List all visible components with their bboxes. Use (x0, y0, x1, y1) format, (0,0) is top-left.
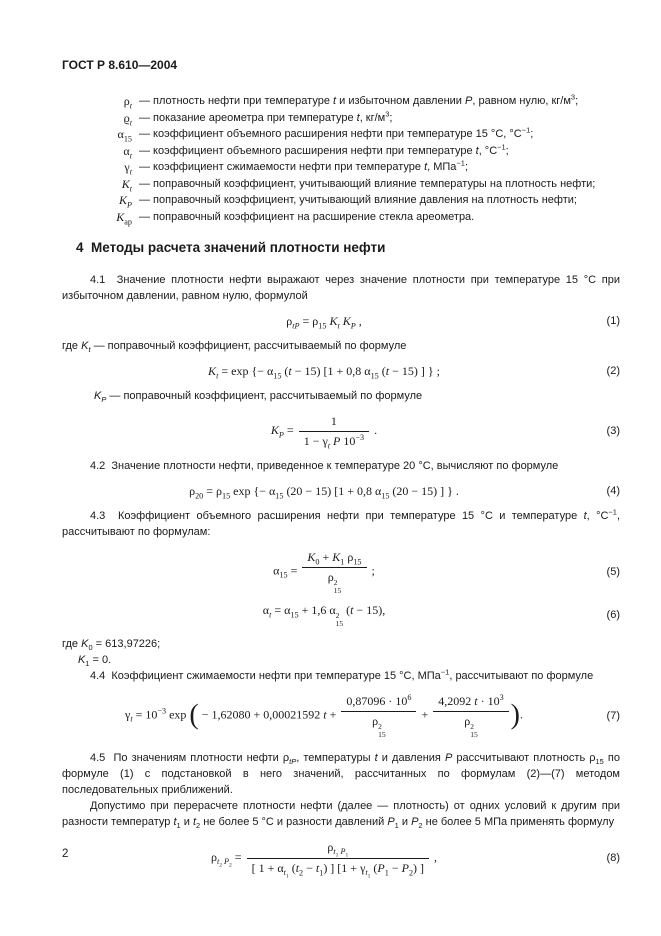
definition-item (76, 176, 620, 193)
definition-item (76, 159, 620, 176)
definition-symbol: $\alpha_t$ (123, 143, 132, 160)
definition-text: — плотность нефти при температуре t и избыточном давлении P, равном нулю, $кг/м^3$; (139, 92, 579, 107)
equation-row-1 (62, 313, 620, 329)
paragraph-4-2: 4.2 Значение плотности нефти, приведенное к температуре 20 °С, вычисляют по формуле (90, 460, 559, 472)
definition-text: — коэффициент объемного расширения нефти при температуре 15 °С, $^\circ С^{-1}$; (139, 125, 534, 140)
definition-symbol: $K_{ар}$ (116, 209, 132, 226)
equation-number-6: (6) (606, 609, 620, 621)
definition-text: — поправочный коэффициент на расширение стекла ареометра. (139, 210, 475, 223)
equation-row-8 (62, 839, 620, 881)
section-heading: 4 Методы расчета значений плотности нефти (76, 240, 386, 255)
definition-symbol: $ϱ_t$ (123, 110, 132, 127)
equation-2: $K_t = \exp$ {− $\alpha_{15}$ (t − 15) [1 + 0,8 $\alpha_{15}$ (t − 15) ] } ; (208, 363, 440, 380)
definition-item (76, 110, 620, 127)
definition-symbol: $K_t$ (121, 176, 132, 193)
equation-row-7 (62, 693, 620, 738)
paragraph-4-3: 4.3 Коэффициент объемного расширения нефти при температуре 15 °С и температуре t, $^\circ С^{-1}$, рассчитывают по формулам: (62, 507, 620, 538)
doc-header-title: ГОСТ Р 8.610—2004 (62, 58, 178, 72)
definition-item (76, 143, 620, 160)
equation-5: $\alpha_{15}$ = $K_0 + K_1$ $\rho_{15}$ ρ 2 15 ; (273, 550, 375, 595)
equation-8: $\rho_{t_2 P_2}$ = $\frac{\rho_{t_1 P_1}}{[ 1 + \alpha_{t_1} (t_2 - t_1) ] [1 + \gamma_{t_1} (P_1 - P_2) ]}$ , (210, 840, 438, 881)
equation-row-2 (62, 363, 620, 379)
equation-number-2: (2) (606, 365, 620, 377)
equation-3: $K_P$ = $\frac{1}{1 - \gamma_t P 10^{-3}}$ . (270, 414, 378, 451)
paragraph-4-4: 4.4 Коэффициент сжимаемости нефти при температуре 15 °С, МПа$^{-1}$, рассчитывают по формуле (90, 667, 594, 682)
paragraph-4-5: 4.5 По значениям плотности нефти $\rho_{tP}$, температуры t и давления P рассчитывают плотность $\rho_{15}$ по формуле (1) с подстановкой в него значений, рассчитанных по формулам (2)—(7) методом последовательных приближений. (62, 752, 620, 796)
equation-number-1: (1) (606, 315, 620, 327)
definitions-list (76, 93, 620, 225)
definition-text: — поправочный коэффициент, учитывающий влияние температуры на плотность нефти; (139, 177, 596, 190)
equation-row-4 (62, 483, 620, 499)
paragraph-4-1: 4.1 Значение плотности нефти выражают через значение плотности при температуре 15 °С при избыточном давлении, равном нулю, формулой (62, 274, 620, 302)
equation-row-6 (62, 603, 620, 627)
paragraph-where-kt: где $K_t$ — поправочный коэффициент, рассчитываемый по формуле (62, 340, 407, 355)
equation-number-3: (3) (606, 425, 620, 437)
paragraph-4-5-cont: Допустимо при перерасчете плотности нефти (далее — плотность) от одних условий к другим при разности температур $t_1$ и $t_2$ не более 5 °С и разности давлений $P_1$ и $P_2$ не более 5 МПа применять формулу (62, 800, 620, 831)
paragraph-where-kp: $K_P$ — поправочный коэффициент, рассчитываемый по формуле (94, 390, 423, 405)
equation-row-3 (62, 413, 620, 449)
paragraph-where-k0: где $K_0 = 613,97226$; (62, 638, 161, 653)
definition-text: — показание ареометра при температуре t, $кг/м^3$; (139, 108, 393, 124)
definition-text: — коэффициент сжимаемости нефти при температуре t, МПа$^{-1}$; (139, 158, 469, 173)
definition-symbol: $\rho_t$ (123, 94, 132, 111)
equation-6: $\alpha_t = \alpha_{15} + 1,6$ α 2 15 (t − 15), (262, 603, 386, 628)
definition-symbol: $\alpha_{15}$ (117, 127, 132, 144)
definition-symbol: $\gamma_t$ (124, 160, 132, 177)
equation-number-4: (4) (606, 485, 620, 497)
equation-number-8: (8) (606, 852, 620, 865)
page-number: 2 (62, 848, 69, 860)
definition-item (76, 192, 620, 209)
equation-7: $\gamma_t = 10^{-3}$ exp ( − 1,62080 + 0,00021592 t + $0,87096 \cdot 10^6$ ρ 2 15 + 4,2092 $t \cdot 10^3$ ρ 2 15 ). (125, 693, 523, 739)
definition-item (76, 126, 620, 143)
equation-4: $\rho_{20} = \rho_{15}$ exp {− $\alpha_{15}$ (20 − 15) [1 + 0,8 $\alpha_{15}$ (20 − 15) ] } . (189, 483, 459, 500)
definition-item (76, 209, 620, 226)
definition-text: — поправочный коэффициент, учитывающий влияние давления на плотность нефти; (139, 194, 577, 206)
equation-number-7: (7) (606, 709, 620, 722)
equation-1: $\rho_{tP} = \rho_{15}$ $K_t$ $K_P$ , (286, 313, 362, 330)
paragraph-where-k1: $K_1 = 0$. (78, 654, 112, 669)
equation-row-5 (62, 549, 620, 594)
definition-item (76, 93, 620, 110)
definition-symbol: $K_P$ (119, 193, 132, 210)
definition-text: — коэффициент объемного расширения нефти при температуре t, $^\circ С^{-1}$; (139, 141, 509, 157)
equation-number-5: (5) (606, 565, 620, 578)
